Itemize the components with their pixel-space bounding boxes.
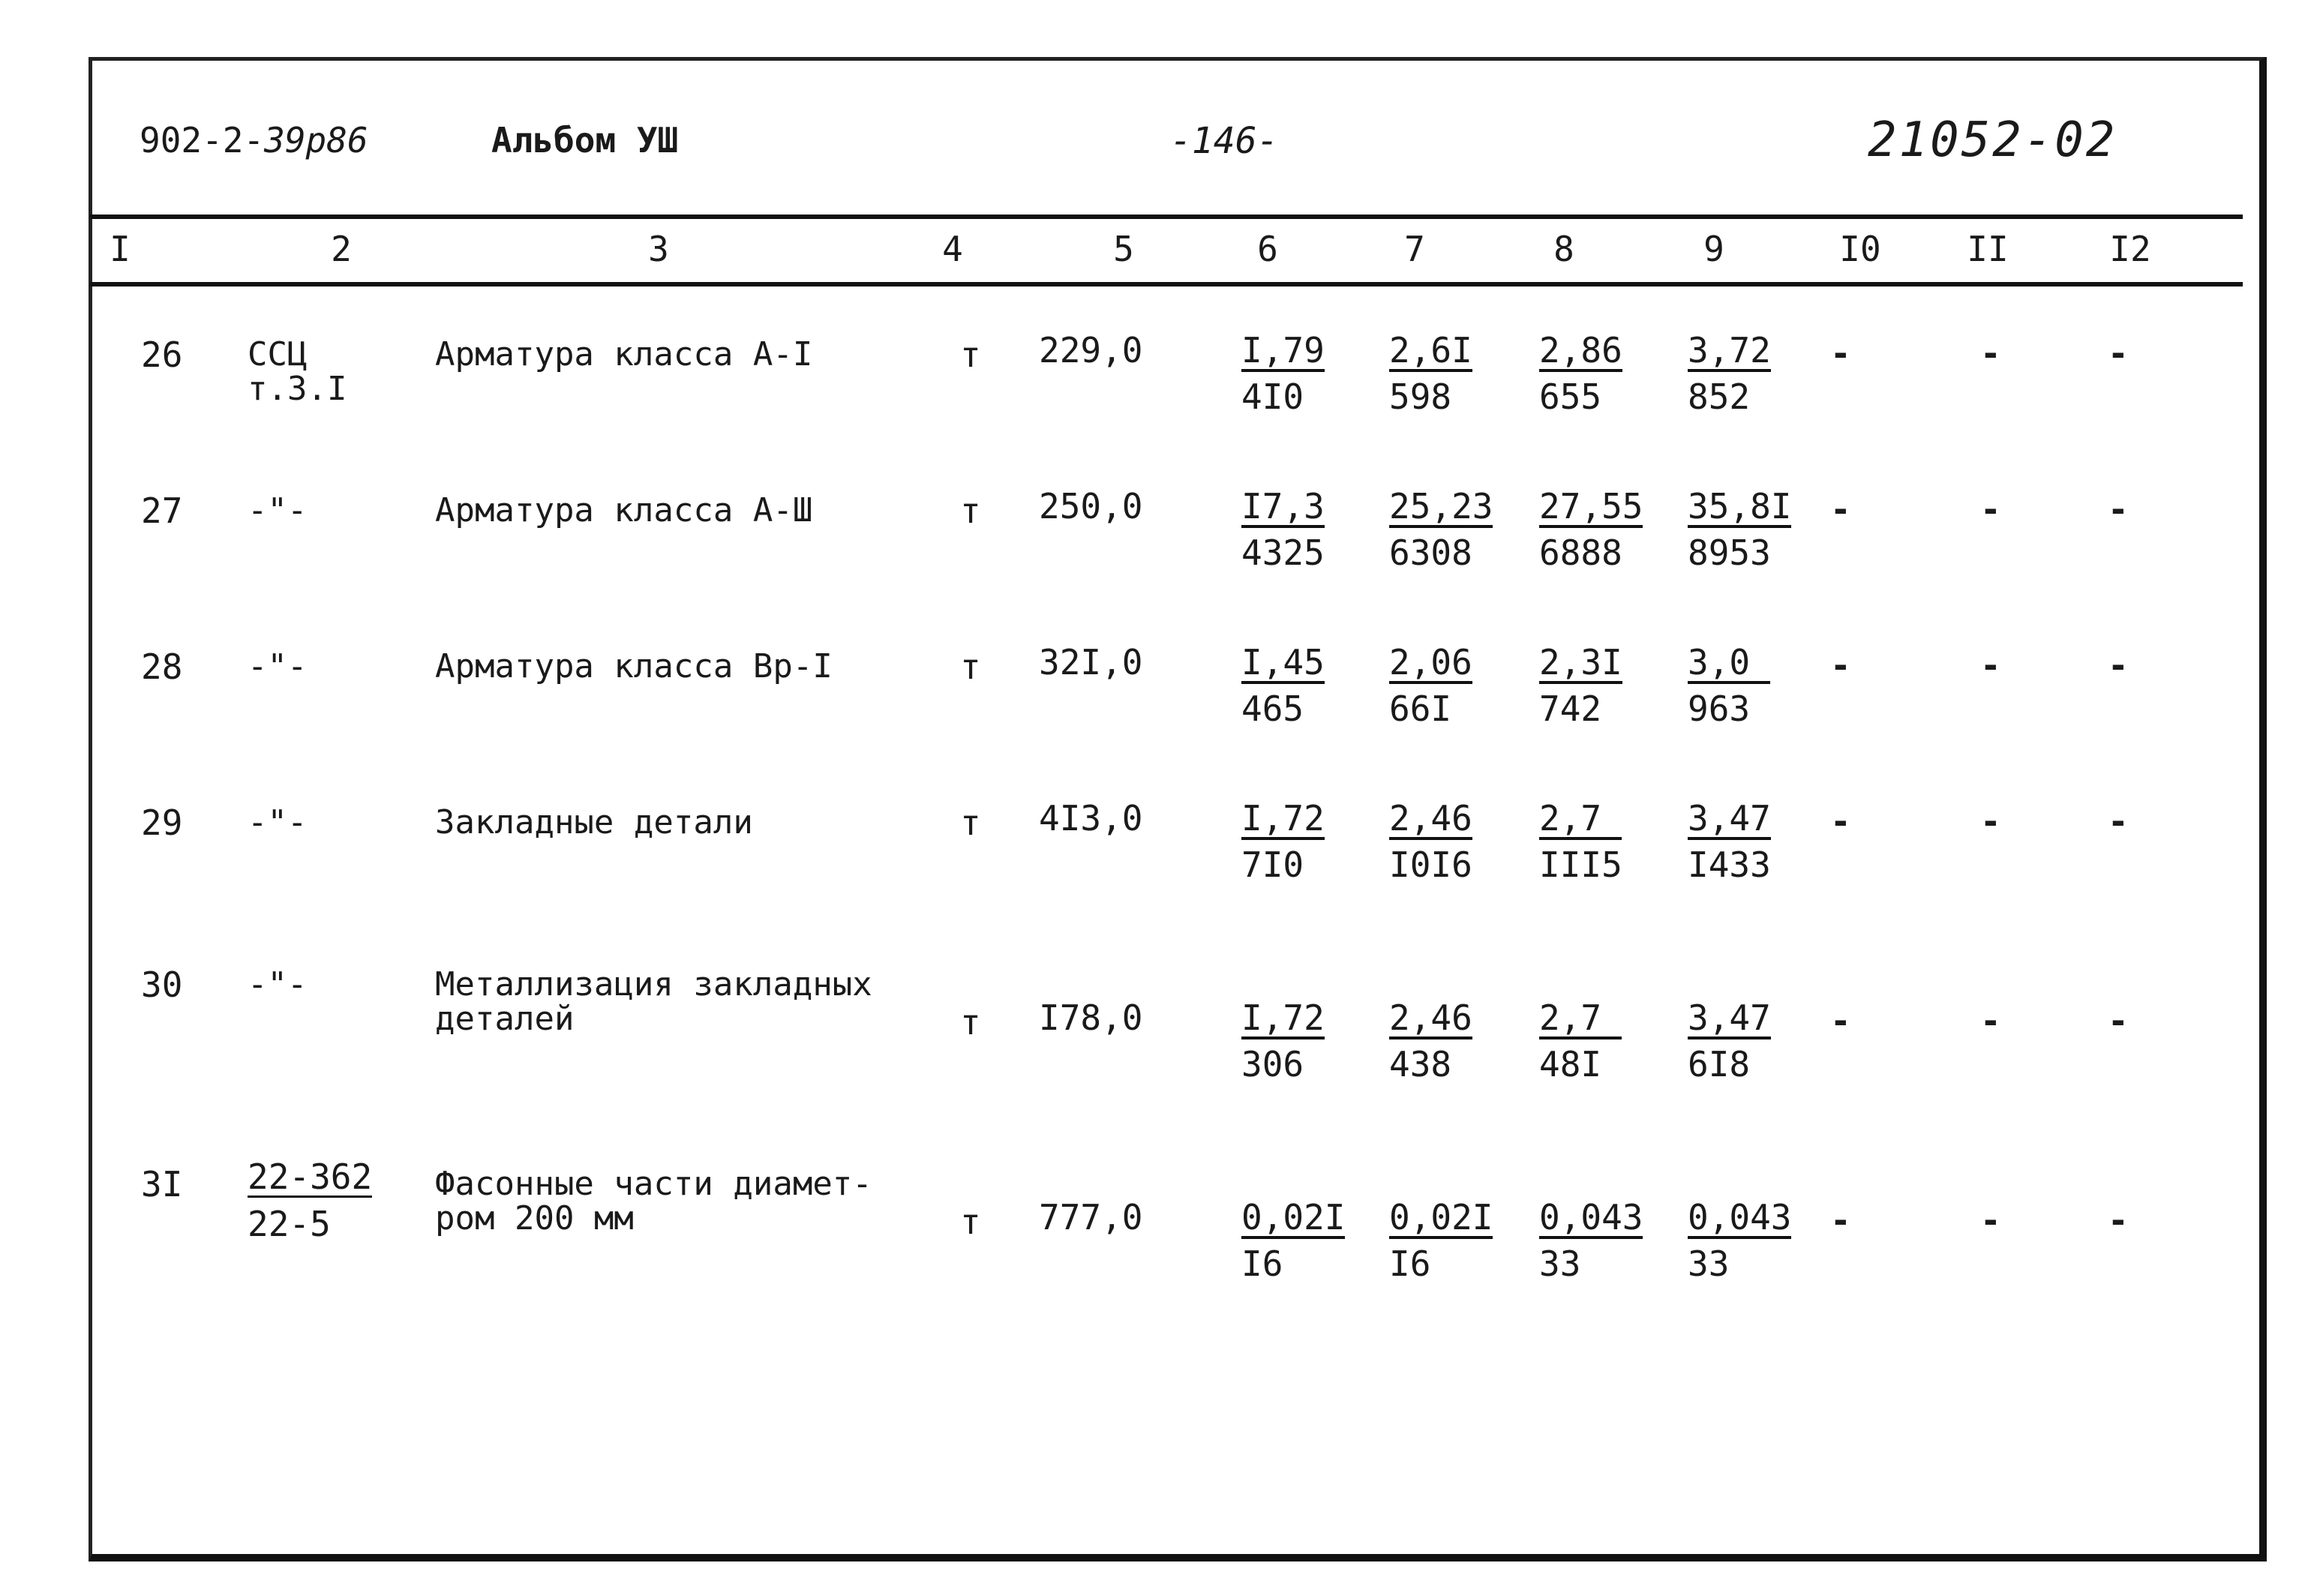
- value-numerator: 2,7: [1539, 801, 1622, 840]
- value-numerator: 2,3I: [1539, 642, 1622, 682]
- value-denominator: 4I0: [1241, 376, 1304, 417]
- value-numerator: 25,23: [1389, 486, 1493, 526]
- value-numerator: 2,7: [1539, 1000, 1622, 1040]
- material-name: Закладные детали: [435, 803, 753, 842]
- document-number: 21052-02: [1868, 112, 2117, 168]
- value-fraction: [1389, 1197, 1493, 1284]
- value-numerator: 0,02I: [1389, 1197, 1493, 1238]
- reference: -"-: [248, 965, 308, 1004]
- value-numerator: 3,72: [1688, 330, 1771, 370]
- column-number: 7: [1404, 229, 1425, 269]
- value-fraction: [1539, 1000, 1622, 1082]
- column-number: 6: [1257, 229, 1278, 269]
- value-fraction: [1241, 798, 1325, 885]
- reference: -"-: [248, 491, 308, 530]
- value-numerator: 2,6I: [1389, 330, 1472, 370]
- value-numerator: 27,55: [1539, 486, 1643, 526]
- unit-price: 32I,0: [1039, 642, 1143, 682]
- value-denominator: 465: [1241, 688, 1304, 729]
- value-denominator: I0I6: [1389, 844, 1472, 885]
- column-number: 4: [942, 229, 963, 269]
- value-fraction: [1688, 330, 1771, 417]
- value-fraction: [1539, 1197, 1643, 1284]
- value-denominator: 6308: [1389, 532, 1472, 573]
- row-number: 27: [141, 490, 183, 531]
- value-numerator: 2,46: [1389, 798, 1472, 838]
- value-numerator: 2,86: [1539, 330, 1622, 370]
- reference-top: 22-362: [248, 1156, 373, 1197]
- value-fraction: [1539, 642, 1622, 729]
- value-fraction: [1241, 1000, 1325, 1082]
- value-fraction: [1539, 798, 1622, 885]
- value-denominator: 6888: [1539, 532, 1622, 573]
- unit: т: [960, 1202, 981, 1242]
- column-number: 9: [1703, 229, 1724, 269]
- material-name: Фасонные части диамет- ром 200 мм: [435, 1165, 872, 1238]
- row-number: 3I: [141, 1164, 183, 1204]
- value-fraction: [1688, 1000, 1771, 1082]
- unit-price: 229,0: [1039, 330, 1143, 370]
- reference: -"-: [248, 803, 308, 842]
- album-label: Альбом УШ: [491, 120, 679, 160]
- empty-cell-dash: -: [1830, 333, 1851, 374]
- empty-cell-dash: -: [2108, 333, 2129, 374]
- empty-cell-dash: -: [1980, 333, 2001, 374]
- reference: [248, 1156, 373, 1244]
- column-number: I0: [1839, 229, 1881, 269]
- empty-cell-dash: -: [1980, 801, 2001, 842]
- value-fraction: [1688, 1197, 1792, 1284]
- value-denominator: I433: [1688, 844, 1771, 885]
- value-denominator: 306: [1241, 1044, 1304, 1084]
- value-denominator: 4325: [1241, 532, 1325, 573]
- empty-cell-dash: -: [2108, 1200, 2129, 1240]
- material-name: Арматура класса Вр-I: [435, 647, 833, 686]
- value-fraction: [1539, 486, 1643, 573]
- value-fraction: [1389, 486, 1493, 573]
- row-number: 30: [141, 964, 183, 1005]
- value-denominator: 963: [1688, 688, 1751, 729]
- empty-cell-dash: -: [1830, 1200, 1851, 1240]
- value-fraction: [1688, 798, 1771, 885]
- empty-cell-dash: -: [1980, 1000, 2001, 1041]
- value-denominator: 852: [1688, 376, 1751, 417]
- header-top-rule: [90, 214, 2243, 219]
- empty-cell-dash: -: [1830, 1000, 1851, 1041]
- unit-price: 4I3,0: [1039, 798, 1143, 838]
- value-numerator: 2,06: [1389, 642, 1472, 682]
- row-number: 29: [141, 802, 183, 843]
- reference: ССЦ т.3.I: [248, 335, 347, 409]
- value-numerator: 3,47: [1688, 798, 1771, 838]
- empty-cell-dash: -: [2108, 1000, 2129, 1041]
- empty-cell-dash: -: [2108, 801, 2129, 842]
- unit: т: [960, 802, 981, 843]
- value-fraction: [1389, 330, 1472, 417]
- column-number: 3: [648, 229, 669, 269]
- value-denominator: 8953: [1688, 532, 1771, 573]
- value-numerator: 0,043: [1539, 1197, 1643, 1238]
- value-numerator: 0,02I: [1241, 1197, 1346, 1238]
- value-fraction: [1241, 486, 1325, 573]
- value-numerator: I7,3: [1241, 486, 1325, 526]
- project-code: 902-2-39р86: [140, 120, 368, 160]
- column-number: 2: [331, 229, 352, 269]
- value-fraction: [1688, 486, 1792, 573]
- value-denominator: 66I: [1389, 688, 1452, 729]
- value-denominator: 655: [1539, 376, 1602, 417]
- column-number: 8: [1553, 229, 1574, 269]
- column-number: I: [110, 229, 131, 269]
- empty-cell-dash: -: [1980, 1200, 2001, 1240]
- value-fraction: [1688, 642, 1770, 729]
- value-denominator: 48I: [1539, 1044, 1602, 1084]
- column-number: 5: [1113, 229, 1134, 269]
- value-numerator: I,79: [1241, 330, 1325, 370]
- value-fraction: [1389, 1000, 1472, 1082]
- unit-price: 250,0: [1039, 486, 1143, 526]
- unit-price: 777,0: [1039, 1197, 1143, 1238]
- row-number: 26: [141, 334, 183, 375]
- empty-cell-dash: -: [2108, 489, 2129, 530]
- value-fraction: [1389, 798, 1472, 885]
- unit: т: [960, 646, 981, 687]
- empty-cell-dash: -: [1830, 489, 1851, 530]
- value-fraction: [1241, 1197, 1346, 1284]
- empty-cell-dash: -: [1830, 801, 1851, 842]
- reference-bottom: 22-5: [248, 1204, 331, 1244]
- value-denominator: 6I8: [1688, 1044, 1751, 1084]
- value-denominator: I6: [1389, 1244, 1431, 1284]
- value-denominator: 742: [1539, 688, 1602, 729]
- value-numerator: 0,043: [1688, 1197, 1792, 1238]
- material-name: Арматура класса А-I: [435, 335, 813, 374]
- value-denominator: 598: [1389, 376, 1452, 417]
- unit: т: [960, 490, 981, 531]
- value-numerator: 3,47: [1688, 998, 1771, 1038]
- value-numerator: 2,46: [1389, 998, 1472, 1038]
- value-numerator: I,72: [1241, 798, 1325, 838]
- unit-price: I78,0: [1039, 998, 1143, 1038]
- row-number: 28: [141, 646, 183, 687]
- empty-cell-dash: -: [1980, 489, 2001, 530]
- value-numerator: I,45: [1241, 642, 1325, 682]
- empty-cell-dash: -: [1980, 645, 2001, 686]
- reference: -"-: [248, 647, 308, 686]
- unit: т: [960, 334, 981, 375]
- value-numerator: I,72: [1241, 998, 1325, 1038]
- value-numerator: 3,0: [1688, 645, 1770, 684]
- empty-cell-dash: -: [2108, 645, 2129, 686]
- material-name: Металлизация закладных деталей: [435, 965, 872, 1039]
- value-denominator: 33: [1688, 1244, 1730, 1284]
- value-denominator: 7I0: [1241, 844, 1304, 885]
- value-fraction: [1241, 642, 1325, 729]
- column-number: I2: [2109, 229, 2151, 269]
- empty-cell-dash: -: [1830, 645, 1851, 686]
- value-denominator: 33: [1539, 1244, 1581, 1284]
- header-bottom-rule: [90, 282, 2243, 286]
- material-name: Арматура класса А-Ш: [435, 491, 813, 530]
- column-number: II: [1967, 229, 2009, 269]
- unit: т: [960, 1002, 981, 1042]
- page-number: -146-: [1170, 120, 1279, 162]
- value-denominator: I6: [1241, 1244, 1283, 1284]
- value-numerator: 35,8I: [1688, 486, 1792, 526]
- value-denominator: 438: [1389, 1044, 1452, 1084]
- value-fraction: [1241, 330, 1325, 417]
- value-denominator: III5: [1539, 844, 1622, 885]
- value-fraction: [1389, 642, 1472, 729]
- value-fraction: [1539, 330, 1622, 417]
